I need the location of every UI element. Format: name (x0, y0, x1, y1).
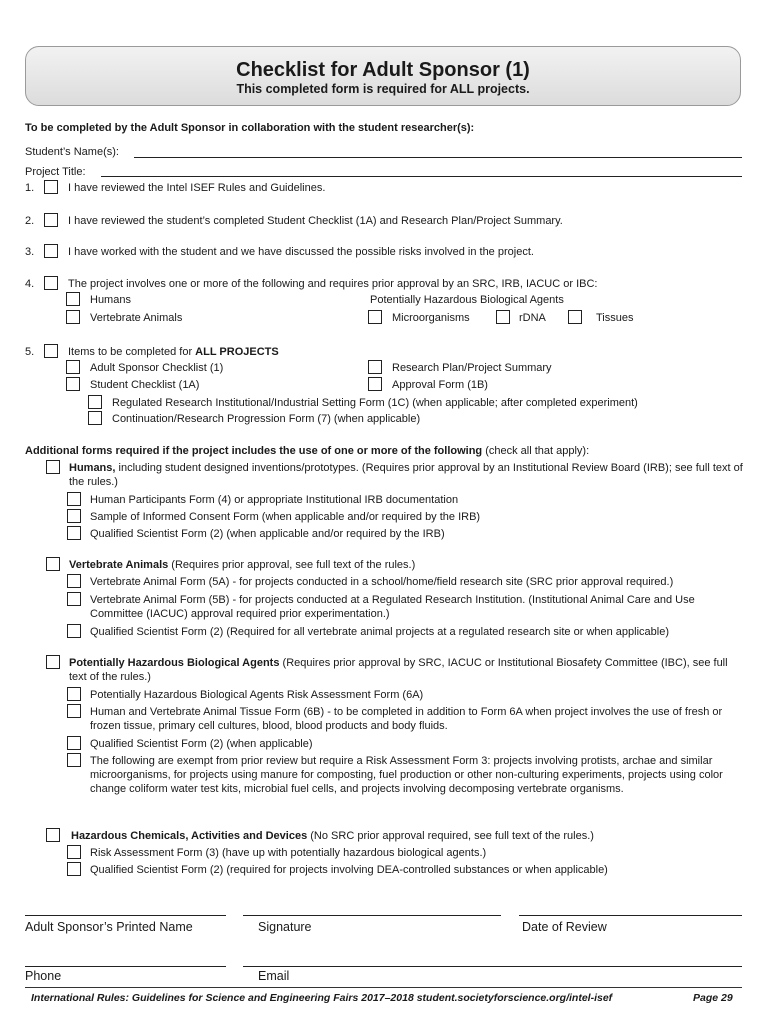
date-label: Date of Review (522, 920, 607, 934)
checkbox-sponsor-checklist[interactable] (66, 360, 80, 374)
checkbox-risk-assessment[interactable] (67, 845, 81, 859)
email-label: Email (258, 969, 290, 983)
checkbox-qs-hazardous[interactable] (67, 862, 81, 876)
qs-vertebrate-label: Qualified Scientist Form (2) (Required for all vertebrate animal projects at a regulated research site or when applicable) (90, 626, 669, 638)
qs-phba-label: Qualified Scientist Form (2) (when applicable) (90, 738, 313, 750)
vertebrate-section-text: Vertebrate Animals (Requires prior approval, see full text of the rules.) (69, 559, 416, 571)
checkbox-qs-vertebrate[interactable] (67, 624, 81, 638)
phba-label: Potentially Hazardous Biological Agents (370, 294, 564, 306)
signature-field[interactable] (243, 915, 501, 916)
qs-hazardous-label: Qualified Scientist Form (2) (required for projects involving DEA-controlled substances or when applicable) (90, 864, 608, 876)
approval-form-label: Approval Form (1B) (392, 379, 488, 391)
item-4-text: The project involves one or more of the following and requires prior approval by an SRC, IRB, IACUC or IBC: (68, 278, 598, 290)
intro-text: To be completed by the Adult Sponsor in collaboration with the student researcher(s): (25, 122, 475, 134)
checkbox-regulated-form[interactable] (88, 395, 102, 409)
item-3-text: I have worked with the student and we have discussed the possible risks involved in the project. (68, 246, 534, 258)
page-subtitle: This completed form is required for ALL projects. (236, 82, 530, 96)
email-field[interactable] (243, 966, 742, 967)
project-title-label: Project Title: (25, 166, 86, 178)
checkbox-item-4[interactable] (44, 276, 58, 290)
checkbox-humans[interactable] (66, 292, 80, 306)
student-names-field[interactable] (134, 157, 742, 158)
item-1-text: I have reviewed the Intel ISEF Rules and Guidelines. (68, 182, 326, 194)
form-5b-label: Vertebrate Animal Form (5B) - for projects conducted at a Regulated Research Institution. (Institutional Animal Care and Use Committee (IACUC) approval required prior experimentation.) (90, 594, 695, 620)
hazardous-section-text: Hazardous Chemicals, Activities and Devices (No SRC prior approval required, see full text of the rules.) (71, 830, 594, 842)
item-number: 4. (25, 278, 35, 290)
phone-label: Phone (25, 969, 62, 983)
checkbox-vertebrate-section[interactable] (46, 557, 60, 571)
page-title: Checklist for Adult Sponsor (1) (236, 59, 530, 81)
humans-label: Humans (90, 294, 131, 306)
student-names-label: Student’s Name(s): (25, 146, 119, 158)
checkbox-humans-section[interactable] (46, 460, 60, 474)
checkbox-item-5[interactable] (44, 344, 58, 358)
footer-rule (25, 987, 742, 988)
checkbox-form-5a[interactable] (67, 574, 81, 588)
research-plan-label: Research Plan/Project Summary (392, 362, 552, 374)
printed-name-label: Adult Sponsor’s Printed Name (25, 920, 193, 934)
checkbox-qs-phba[interactable] (67, 736, 81, 750)
checkbox-rdna[interactable] (496, 310, 510, 324)
informed-consent-label: Sample of Informed Consent Form (when applicable and/or required by the IRB) (90, 511, 481, 523)
checkbox-research-plan[interactable] (368, 360, 382, 374)
regulated-form-label: Regulated Research Institutional/Industrial Setting Form (1C) (when applicable; after completed experiment) (112, 397, 638, 409)
date-field[interactable] (519, 915, 742, 916)
qs-humans-label: Qualified Scientist Form (2) (when applicable and/or required by the IRB) (90, 528, 445, 540)
phba-section-text: Potentially Hazardous Biological Agents (Requires prior approval by SRC, IACUC or Institutional Biosafety Committee (IBC), see full text of the rules.) (69, 657, 728, 683)
item-5-text: Items to be completed for ALL PROJECTS (68, 346, 279, 358)
item-number: 1. (25, 182, 35, 194)
sponsor-checklist-label: Adult Sponsor Checklist (1) (90, 362, 224, 374)
checkbox-microorganisms[interactable] (368, 310, 382, 324)
checkbox-qs-humans[interactable] (67, 526, 81, 540)
item-number: 3. (25, 246, 35, 258)
checkbox-continuation-form[interactable] (88, 411, 102, 425)
project-title-field[interactable] (101, 176, 742, 177)
student-checklist-label: Student Checklist (1A) (90, 379, 200, 391)
tissues-label: Tissues (596, 312, 634, 324)
checkbox-human-participants[interactable] (67, 492, 81, 506)
checkbox-informed-consent[interactable] (67, 509, 81, 523)
additional-heading: Additional forms required if the project includes the use of one or more of the following (check all that apply): (25, 445, 590, 457)
checkbox-vertebrate[interactable] (66, 310, 80, 324)
checkbox-approval-form[interactable] (368, 377, 382, 391)
form-header (25, 46, 741, 106)
form-5a-label: Vertebrate Animal Form (5A) - for projects conducted in a school/home/field research site (SRC prior approval required.) (90, 576, 674, 588)
checkbox-item-2[interactable] (44, 213, 58, 227)
form-6b-label: Human and Vertebrate Animal Tissue Form (6B) - to be completed in addition to Form 6A when project involves the use of fresh or frozen tissue, primary cell cultures, blood, blood products and body fluids. (90, 706, 723, 732)
rdna-label: rDNA (519, 312, 546, 324)
checkbox-tissues[interactable] (568, 310, 582, 324)
microorganisms-label: Microorganisms (392, 312, 470, 324)
humans-section-text: Humans, including student designed inventions/prototypes. (Requires prior approval by an Institutional Review Board (IRB); see full text of the rules.) (69, 462, 743, 488)
checkbox-item-3[interactable] (44, 244, 58, 258)
page-number: Page 29 (693, 992, 733, 1004)
vertebrate-label: Vertebrate Animals (90, 312, 183, 324)
exempt-label: The following are exempt from prior review but require a Risk Assessment Form 3: projects involving protists, archae and similar microorganisms, for projects using manure for composting, fuel production or other non-culturing experiments, projects using color change coliform water test kits, microbial fuel cells, and projects involving decomposing vertebrate organisms. (90, 755, 723, 795)
checkbox-form-5b[interactable] (67, 592, 81, 606)
checkbox-item-1[interactable] (44, 180, 58, 194)
item-number: 5. (25, 346, 35, 358)
printed-name-field[interactable] (25, 915, 226, 916)
continuation-form-label: Continuation/Research Progression Form (7) (when applicable) (112, 413, 421, 425)
item-number: 2. (25, 215, 35, 227)
checkbox-student-checklist[interactable] (66, 377, 80, 391)
risk-assessment-label: Risk Assessment Form (3) (have up with potentially hazardous biological agents.) (90, 847, 487, 859)
checkbox-form-6b[interactable] (67, 704, 81, 718)
checkbox-exempt[interactable] (67, 753, 81, 767)
checkbox-form-6a[interactable] (67, 687, 81, 701)
form-6a-label: Potentially Hazardous Biological Agents Risk Assessment Form (6A) (90, 689, 424, 701)
checkbox-phba-section[interactable] (46, 655, 60, 669)
phone-field[interactable] (25, 966, 226, 967)
checkbox-hazardous-section[interactable] (46, 828, 60, 842)
footer-text: International Rules: Guidelines for Science and Engineering Fairs 2017–2018 student.societyforscience.org/intel-isef (31, 992, 613, 1004)
human-participants-label: Human Participants Form (4) or appropriate Institutional IRB documentation (90, 494, 459, 506)
item-2-text: I have reviewed the student’s completed Student Checklist (1A) and Research Plan/Project Summary. (68, 215, 563, 227)
signature-label: Signature (258, 920, 312, 934)
